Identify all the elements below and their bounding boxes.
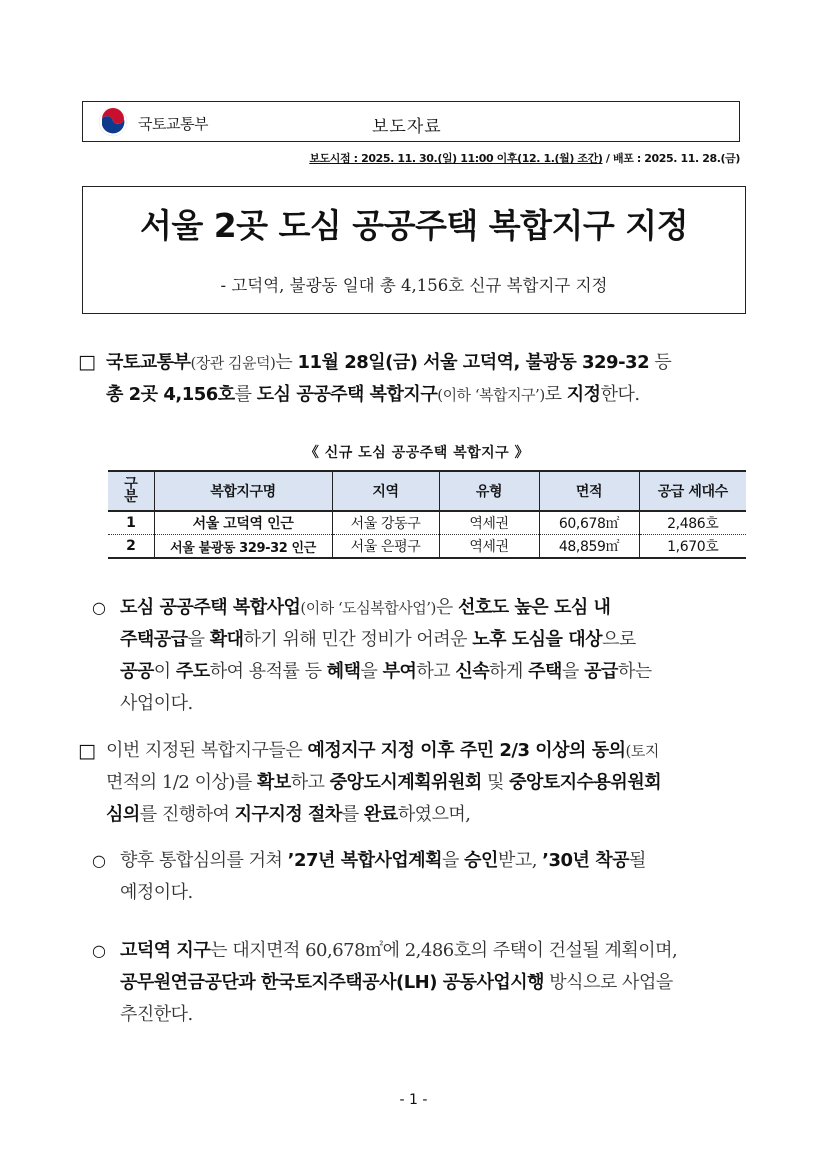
paragraph-5 (120, 935, 750, 1031)
release-time: 보도시점 : 2025. 11. 30.(일) 11:00 이후(12. 1.(월) 조간) (309, 152, 603, 165)
text-bold: 확보 (256, 772, 291, 793)
paragraph-line (120, 624, 750, 656)
text-normal: 을 (561, 661, 585, 682)
text-bold: 고덕역 지구 (120, 940, 211, 961)
distribution-date: / 배포 : 2025. 11. 28.(금) (602, 152, 740, 165)
complex-district-table (108, 470, 746, 559)
text-bold: 도심 공공주택 복합사업 (120, 597, 301, 618)
paragraph-line (120, 877, 750, 909)
text-normal: 를 진행하여 (139, 804, 235, 825)
paragraph-line (106, 735, 756, 767)
circle-bullet: ○ (92, 941, 106, 960)
paragraph-line (120, 999, 750, 1031)
text-normal: 를 (234, 384, 257, 405)
table-header: 공급 세대수 (639, 471, 746, 511)
text-normal: 한다. (600, 384, 640, 405)
text-normal: 을 (442, 850, 465, 871)
paragraph-line (106, 767, 756, 799)
text-normal: (이하 ‘복합지구’) (437, 386, 545, 404)
text-bold: 확대 (209, 629, 244, 650)
paragraph-3 (106, 735, 756, 831)
table-cell: 역세권 (439, 511, 539, 535)
table-header: 복합지구명 (154, 471, 332, 511)
text-bold: 선호도 높은 도심 내 (457, 597, 611, 618)
text-bold: 부여 (382, 661, 417, 682)
text-normal: 사업이다. (120, 693, 193, 714)
paragraph-2 (120, 592, 750, 720)
paragraph-4 (120, 845, 750, 909)
document-type: 보도자료 (372, 117, 442, 137)
text-normal: 및 (481, 772, 510, 793)
table-cell: 48,859㎡ (539, 535, 639, 559)
text-normal: 하고 (416, 661, 456, 682)
table-cell: 역세권 (439, 535, 539, 559)
paragraph-line (106, 379, 756, 411)
text-bold: 공급 (584, 661, 618, 682)
text-normal: 이번 지정된 복합지구들은 (106, 740, 308, 761)
text-normal: 하기 위해 민간 정비가 어려운 (243, 629, 473, 650)
text-bold: 예정지구 지정 이후 주민 2/3 이상의 동의 (307, 740, 626, 761)
table-cell: 1,670호 (639, 535, 746, 559)
text-bold: 신속 (455, 661, 490, 682)
circle-bullet: ○ (92, 851, 106, 870)
square-bullet: □ (78, 351, 96, 373)
text-normal: 하여 용적률 등 (209, 661, 327, 682)
text-normal: 를 (341, 804, 364, 825)
text-bold: 주택공급 (120, 629, 188, 650)
circle-bullet: ○ (92, 598, 106, 617)
release-info (228, 150, 740, 166)
table-cell: 1 (108, 511, 154, 535)
text-bold: 공무원연금공단과 한국토지주택공사(LH) 공동사업시행 (120, 972, 545, 993)
text-normal: 향후 통합심의를 거쳐 (120, 850, 288, 871)
table-cell: 서울 은평구 (332, 535, 439, 559)
text-bold: 지정 (566, 384, 601, 405)
text-bold: 국토교통부 (106, 352, 191, 373)
text-bold: ’30년 착공 (542, 850, 629, 871)
text-normal: 하게 (489, 661, 529, 682)
table-row (108, 511, 746, 535)
text-normal: 하였으며, (397, 804, 471, 825)
paragraph-line (120, 967, 750, 999)
text-normal: 될 (629, 850, 646, 871)
page-title: 서울 2곳 도심 공공주택 복합지구 지정 (139, 206, 689, 245)
paragraph-line (106, 347, 756, 379)
paragraph-line (120, 656, 750, 688)
table-header: 유형 (439, 471, 539, 511)
table-cell: 서울 불광동 329-32 인근 (154, 535, 332, 559)
table-header: 지역 (332, 471, 439, 511)
page-subtitle: - 고덕역, 불광동 일대 총 4,156호 신규 복합지구 지정 (220, 276, 608, 295)
table-cell: 서울 강동구 (332, 511, 439, 535)
text-bold: 총 2곳 4,156호 (106, 384, 235, 405)
text-normal: (장관 김윤덕) (190, 354, 276, 372)
table-cell: 2 (108, 535, 154, 559)
text-bold: 심의 (106, 804, 140, 825)
text-normal: 예정이다. (120, 882, 193, 903)
text-normal: 을 (360, 661, 383, 682)
text-normal: 면적의 1/2 이상)를 (106, 772, 257, 793)
table-header: 면적 (539, 471, 639, 511)
text-normal: 으로 (601, 629, 636, 650)
text-normal: 이 (153, 661, 176, 682)
table-header: 구 분 (108, 471, 154, 511)
table-title: 《 신규 도심 공공주택 복합지구 》 (304, 445, 530, 461)
text-normal: 받고, (497, 850, 543, 871)
table-row (108, 535, 746, 559)
page-number: - 1 - (399, 1092, 428, 1108)
text-normal: 는 대지면적 60,678㎡에 2,486호의 주택이 건설될 계획이며, (210, 940, 678, 961)
text-bold: ’27년 복합사업계획 (287, 850, 443, 871)
text-normal: 방식으로 사업을 (544, 972, 673, 993)
paragraph-line (120, 845, 750, 877)
text-bold: 혜택 (326, 661, 361, 682)
text-bold: 주도 (175, 661, 210, 682)
text-normal: 하는 (617, 661, 652, 682)
paragraph-1 (106, 347, 756, 411)
text-bold: 완료 (363, 804, 398, 825)
text-normal: 하고 (290, 772, 330, 793)
text-normal: 등 (649, 352, 672, 373)
text-normal: 은 (435, 597, 458, 618)
agency-name: 국토교통부 (138, 115, 208, 133)
table-cell: 60,678㎡ (539, 511, 639, 535)
text-bold: 11월 28일(금) 서울 고덕역, 불광동 329-32 (297, 352, 650, 373)
government-logo-icon (98, 107, 128, 137)
square-bullet: □ (78, 740, 96, 762)
text-bold: 주택 (528, 661, 562, 682)
text-bold: 중앙도시계획위원회 (329, 772, 482, 793)
text-normal: 을 (187, 629, 210, 650)
text-normal: (토지 (625, 742, 659, 760)
text-bold: 지구지정 절차 (234, 804, 342, 825)
text-bold: 승인 (464, 850, 498, 871)
text-bold: 공공 (120, 661, 154, 682)
paragraph-line (120, 592, 750, 624)
table-cell: 2,486호 (639, 511, 746, 535)
text-bold: 노후 도심을 대상 (472, 629, 602, 650)
paragraph-line (106, 799, 756, 831)
text-normal: (이하 ‘도심복합사업’) (300, 599, 436, 617)
table-header-row (108, 471, 746, 511)
text-normal: 는 (275, 352, 298, 373)
text-bold: 도심 공공주택 복합지구 (256, 384, 438, 405)
table-cell: 서울 고덕역 인근 (154, 511, 332, 535)
text-normal: 추진한다. (120, 1004, 193, 1025)
paragraph-line (120, 935, 750, 967)
paragraph-line (120, 688, 750, 720)
text-bold: 중앙토지수용위원회 (509, 772, 662, 793)
text-normal: 로 (544, 384, 567, 405)
